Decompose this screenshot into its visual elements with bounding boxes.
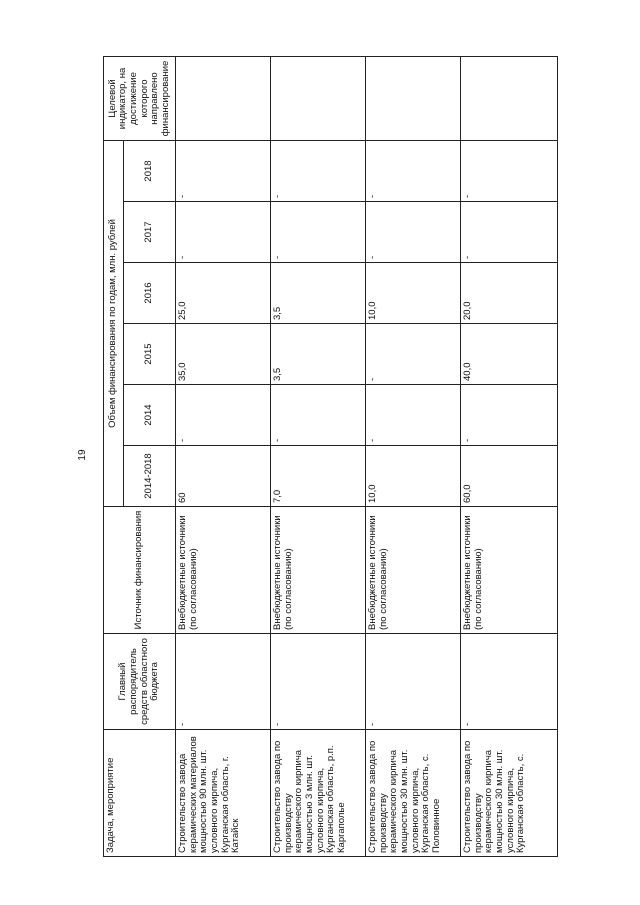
value-2018-cell: - xyxy=(366,141,461,202)
table-row xyxy=(366,57,461,857)
target-cell xyxy=(176,57,271,141)
task-cell: Строительство завода по производству керамического кирпича мощностью 30 млн. шт. условного кирпича, Курганская область, с. xyxy=(461,730,558,857)
source-cell: Внебюджетные источники (по согласованию) xyxy=(176,507,271,634)
value-2016-cell: 3,5 xyxy=(271,263,366,324)
value-2014-cell: - xyxy=(461,385,558,446)
value-total-cell: 10,0 xyxy=(366,446,461,507)
source-cell: Внебюджетные источники (по согласованию) xyxy=(271,507,366,634)
manager-cell: - xyxy=(176,634,271,730)
value-2018-cell: - xyxy=(271,141,366,202)
value-2015-cell: 3,5 xyxy=(271,324,366,385)
value-2017-cell: - xyxy=(271,202,366,263)
value-2014-cell: - xyxy=(176,385,271,446)
rotated-page-content xyxy=(103,57,609,857)
header-year-2014: 2014 xyxy=(124,385,176,446)
manager-cell: - xyxy=(271,634,366,730)
task-cell: Строительство завода керамических материалов мощностью 90 млн. шт. условного кирпича, Курганская область, г. Катайск xyxy=(176,730,271,857)
header-manager: Главный распорядитель средств областного бюджета xyxy=(104,634,176,730)
value-total-cell: 7,0 xyxy=(271,446,366,507)
target-cell xyxy=(366,57,461,141)
source-cell: Внебюджетные источники (по согласованию) xyxy=(366,507,461,634)
table-row xyxy=(461,57,558,857)
manager-cell: - xyxy=(366,634,461,730)
header-year-2016: 2016 xyxy=(124,263,176,324)
value-2016-cell: 25,0 xyxy=(176,263,271,324)
value-2014-cell: - xyxy=(271,385,366,446)
value-2016-cell: 10,0 xyxy=(366,263,461,324)
target-cell xyxy=(271,57,366,141)
financing-table xyxy=(103,56,558,857)
value-2017-cell: - xyxy=(176,202,271,263)
header-source: Источник финансирования xyxy=(104,507,176,634)
header-volume: Объем финансирования по годам, млн. рублей xyxy=(104,141,124,507)
task-cell: Строительство завода по производству керамического кирпича мощностью 30 млн. шт. условного кирпича, Курганская область, с. Половинное xyxy=(366,730,461,857)
header-year-2015: 2015 xyxy=(124,324,176,385)
target-cell xyxy=(461,57,558,141)
manager-cell: - xyxy=(461,634,558,730)
value-2018-cell: - xyxy=(461,141,558,202)
page-number: 19 xyxy=(77,449,88,461)
task-cell: Строительство завода по производству керамического кирпича мощностью 3 млн. шт. условного кирпича, Курганская область, р.п. Каргаполье xyxy=(271,730,366,857)
value-2015-cell: 35,0 xyxy=(176,324,271,385)
header-task: Задача, мероприятие xyxy=(104,730,176,857)
value-total-cell: 60 xyxy=(176,446,271,507)
source-cell: Внебюджетные источники (по согласованию) xyxy=(461,507,558,634)
value-2016-cell: 20,0 xyxy=(461,263,558,324)
value-2018-cell: - xyxy=(176,141,271,202)
value-2017-cell: - xyxy=(461,202,558,263)
header-year-2017: 2017 xyxy=(124,202,176,263)
value-2017-cell: - xyxy=(366,202,461,263)
table-row xyxy=(271,57,366,857)
value-2014-cell: - xyxy=(366,385,461,446)
header-target: Целевой индикатор, на достижение которого направлено финансирование xyxy=(104,57,176,141)
value-2015-cell: 40,0 xyxy=(461,324,558,385)
header-year-2018: 2018 xyxy=(124,141,176,202)
header-year-total: 2014-2018 xyxy=(124,446,176,507)
table-row xyxy=(176,57,271,857)
value-total-cell: 60,0 xyxy=(461,446,558,507)
value-2015-cell: - xyxy=(366,324,461,385)
